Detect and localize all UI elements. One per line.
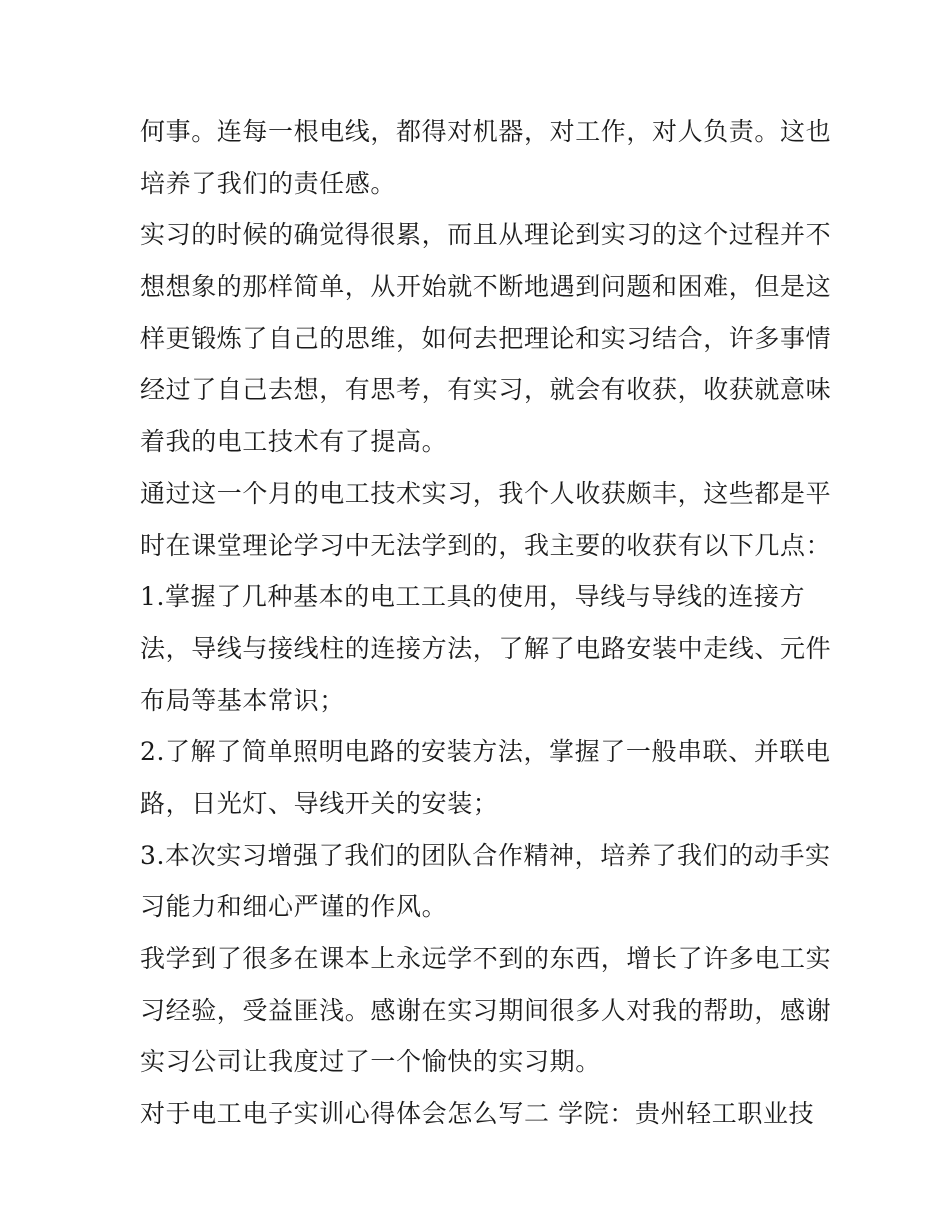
text-line-13: 2.了解了简单照明电路的安装方法，掌握了一般串联、并联电 [140,737,831,767]
text-line-15: 3.本次实习增强了我们的团队合作精神，培养了我们的动手实 [140,840,831,870]
text-line-2: 培养了我们的责任感。 [140,168,397,198]
text-line-1: 何事。连每一根电线，都得对机器，对工作，对人负责。这也 [140,117,832,146]
text-line-6: 经过了自己去想，有思考，有实习，就会有收获，收获就意味 [140,375,832,405]
text-line-20: 对于电工电子实训心得体会怎么写二 学院：贵州轻工职业技 [140,1099,815,1129]
text-line-3: 实习的时候的确觉得很累，而且从理论到实习的这个过程并不 [140,220,832,250]
text-line-14: 路，日光灯、导线开关的安装； [140,788,499,818]
text-line-12: 布局等基本常识； [140,685,345,715]
text-line-8: 通过这一个月的电工技术实习，我个人收获颇丰，这些都是平 [140,478,832,508]
text-line-7: 着我的电工技术有了提高。 [140,427,448,457]
text-line-9: 时在课堂理论学习中无法学到的，我主要的收获有以下几点： [140,530,832,560]
text-line-11: 法，导线与接线柱的连接方法，了解了电路安装中走线、元件 [140,633,832,663]
body-text [140,106,832,1140]
text-line-4: 想想象的那样简单，从开始就不断地遇到问题和困难，但是这 [140,272,832,302]
text-line-10: 1.掌握了几种基本的电工工具的使用，导线与导线的连接方 [140,582,806,612]
text-line-18: 习经验，受益匪浅。感谢在实习期间很多人对我的帮助，感谢 [140,995,832,1025]
text-line-5: 样更锻炼了自己的思维，如何去把理论和实习结合，许多事情 [140,323,832,353]
text-line-19: 实习公司让我度过了一个愉快的实习期。 [140,1047,601,1077]
text-line-16: 习能力和细心严谨的作风。 [140,892,448,922]
text-line-17: 我学到了很多在课本上永远学不到的东西，增长了许多电工实 [140,944,832,973]
